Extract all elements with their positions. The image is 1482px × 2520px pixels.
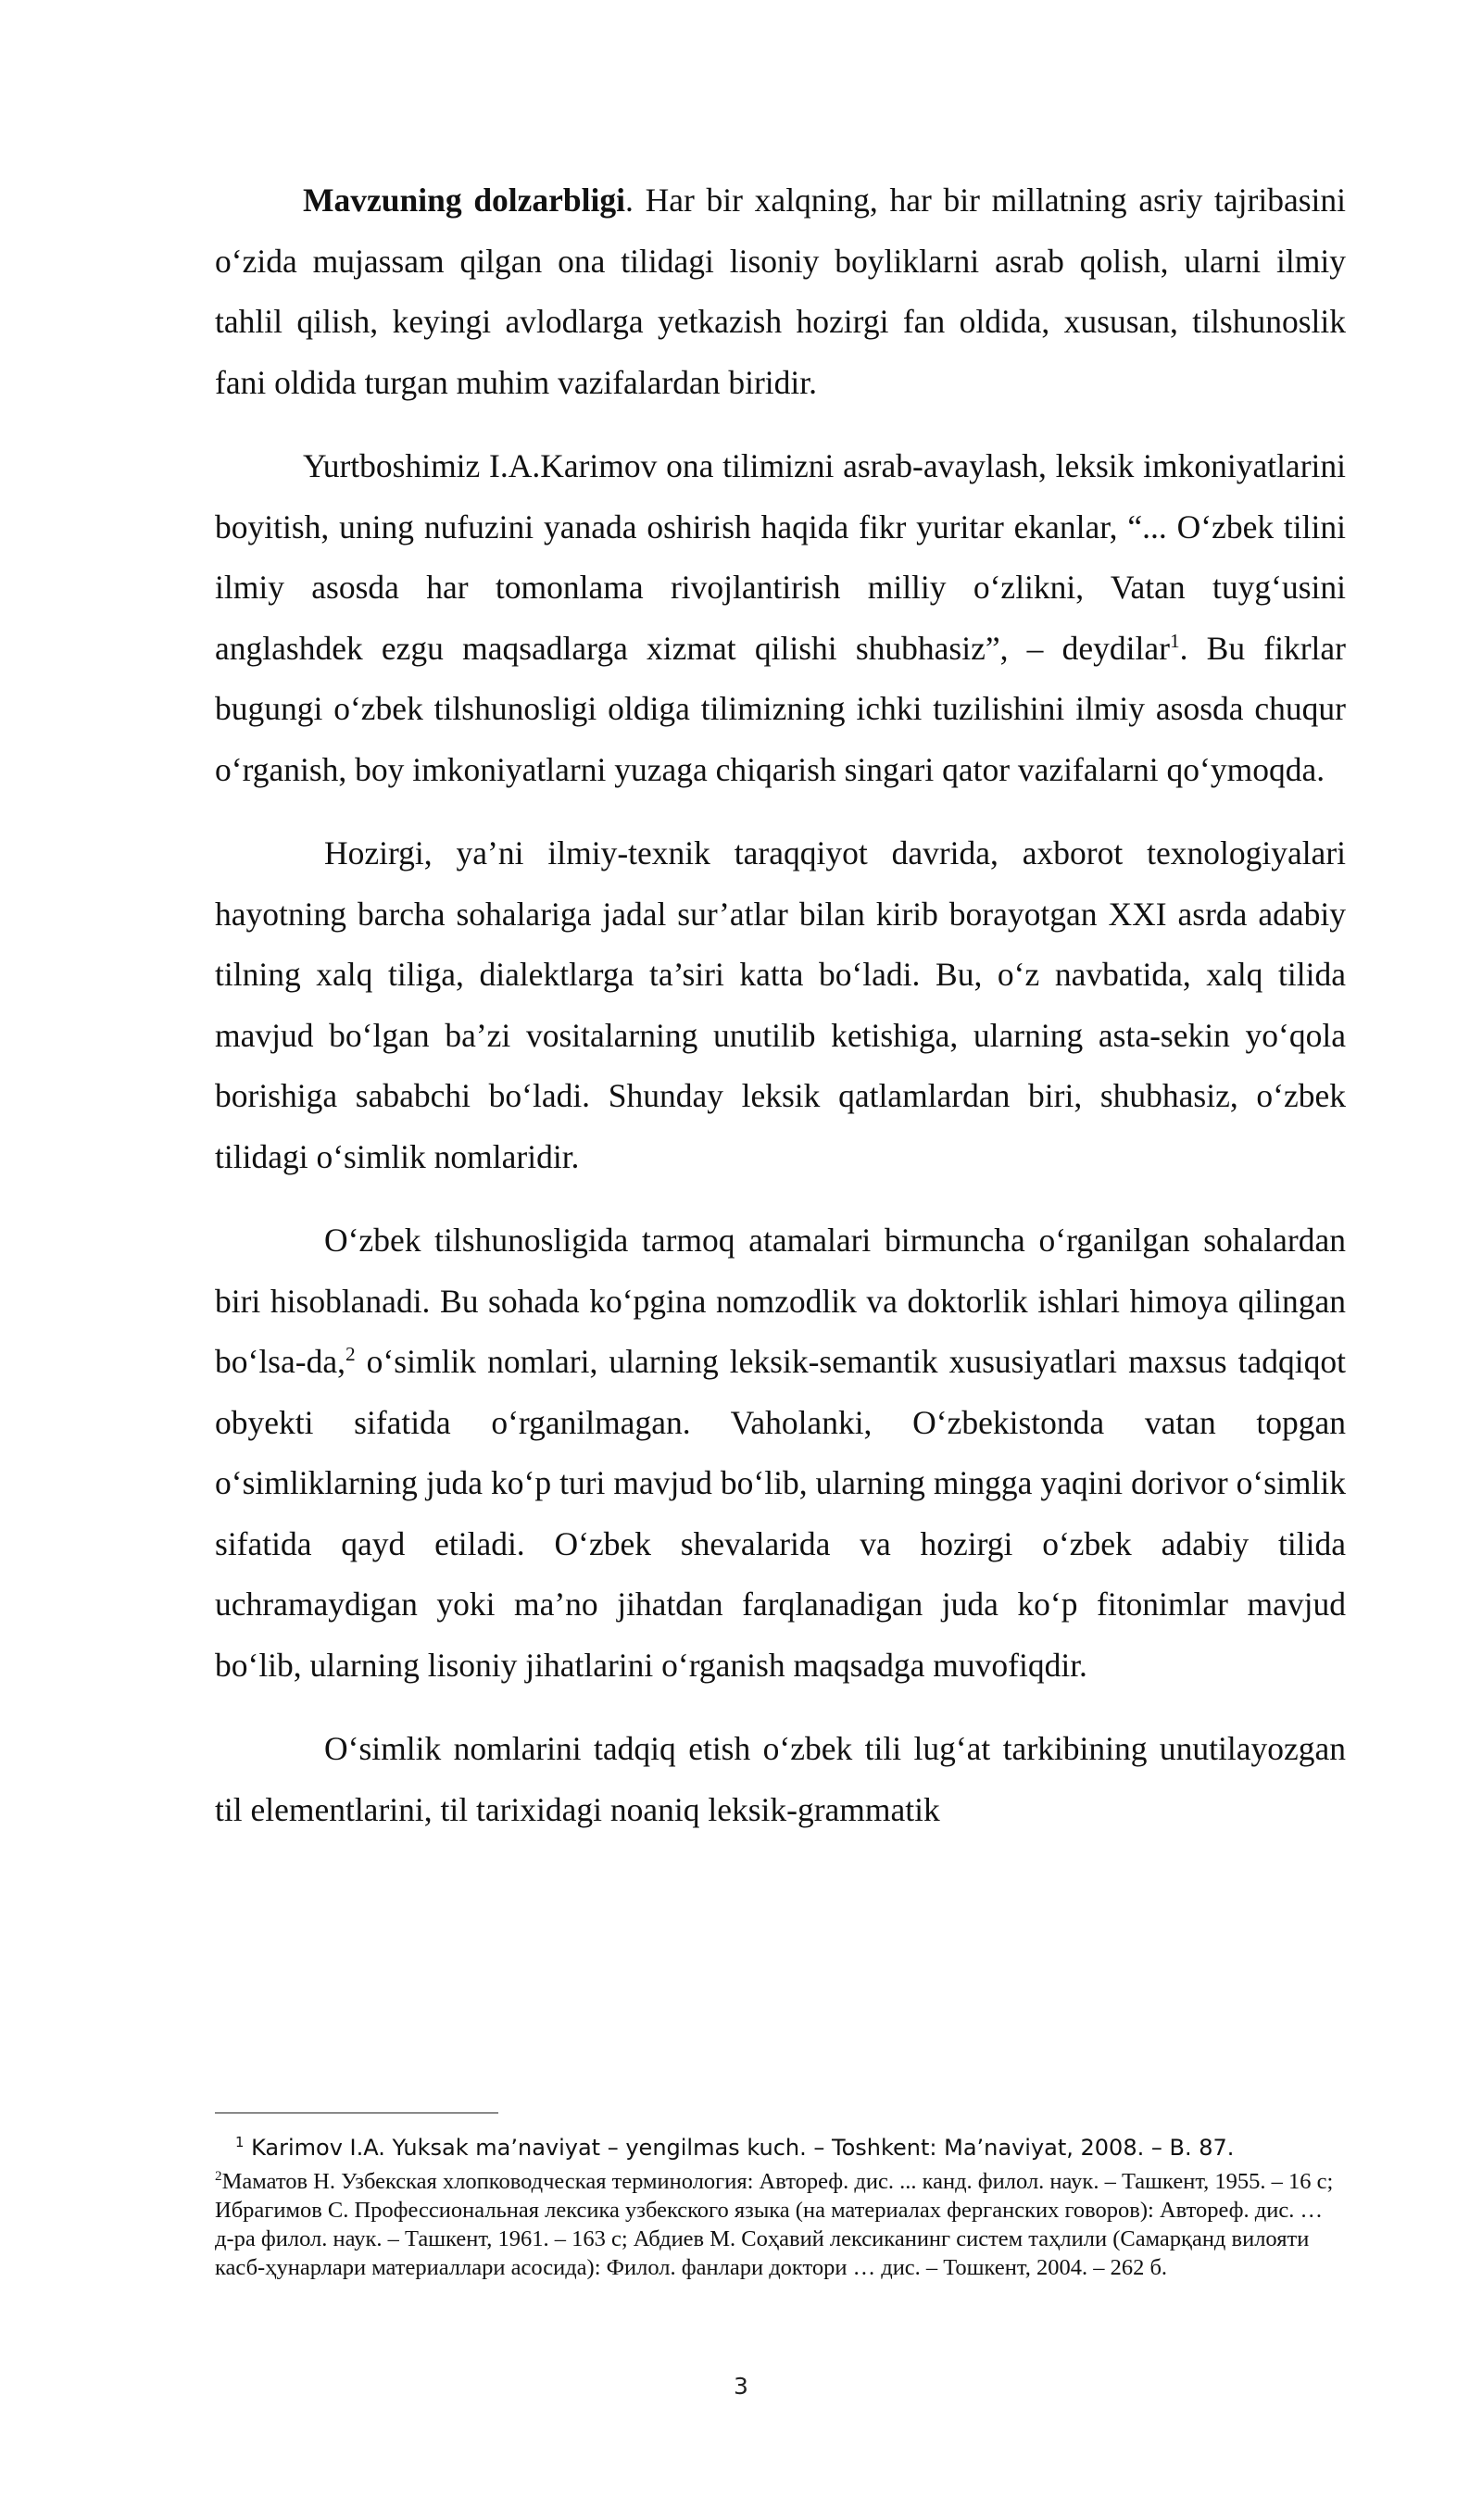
- footnotes: [215, 2130, 1346, 2282]
- footnote-number: 1: [235, 2134, 245, 2150]
- section-heading: Mavzuning dolzarbligi: [303, 182, 626, 219]
- paragraph-text: Yurtboshimiz I.A.Karimov ona tilimizni asrab-avaylash, leksik imkoniyatlarini boyitish, uning nufuzini yanada oshirish haqida fikr yuritar ekanlar, “... O‘zbek tilini ilmiy asosda har tomonlama rivojlantirish milliy o‘zlikni, Vatan tuyg‘usini anglashdek ezgu maqsadlarga xizmat qilishi shubhasiz”, – deydilar: [215, 447, 1346, 667]
- footnote-text: Маматов Н. Узбекская хлопководческая терминология: Автореф. дис. ... канд. филол. наук. – Ташкент, 1955. – 16 с; Ибрагимов С. Профессиональная лексика узбекского языка (на материалах ферганских говоров): Автореф. дис. … д-ра филол. наук. – Ташкент, 1961. – 163 с; Абдиев М. Соҳавий лексиканинг систем таҳлили (Самарқанд вилояти касб-ҳунарлари материаллари асосида): Филол. фанлари доктори … дис. – Тошкент, 2004. – 262 б.: [215, 2169, 1334, 2280]
- paragraph-plant-names: [215, 1719, 1346, 1840]
- paragraph-karimov-quote: [215, 436, 1346, 800]
- paragraph-terminology: [215, 1210, 1346, 1696]
- footnote-ref-1[interactable]: 1: [1169, 629, 1180, 652]
- page-number: 3: [734, 2373, 748, 2400]
- footnote-2: [215, 2167, 1346, 2282]
- paragraph-text: O‘simlik nomlarini tadqiq etish o‘zbek tili lug‘at tarkibining unutilayozgan til elementlarini, til tarixidagi noaniq leksik-grammatik: [215, 1730, 1346, 1828]
- footnote-1: [215, 2130, 1346, 2165]
- paragraph-text: . Bu fikrlar bugungi o‘zbek tilshunosligi oldiga tilimizning ichki tuzilishini ilmiy asosda chuqur o‘rganish, boy imkoniyatlarni yuzaga chiqarish singari qator vazifalarni qo‘ymoqda.: [215, 629, 1346, 788]
- paragraph-technology-era: [215, 823, 1346, 1187]
- paragraph-text: . Har bir xalqning, har bir millatning asriy tajribasini o‘zida mujassam qilgan ona tilidagi lisoniy boyliklarni asrab qolish, ularni ilmiy tahlil qilish, keyingi avlodlarga yetkazish hozirgi fan oldida, xususan, tilshunoslik fani oldida turgan muhim vazifalardan biridir.: [215, 182, 1347, 401]
- paragraph-relevance: [215, 170, 1346, 413]
- paragraph-text: Hozirgi, ya’ni ilmiy-texnik taraqqiyot davrida, axborot texnologiyalari hayotning barcha sohalariga jadal sur’atlar bilan kirib borayotgan XXI asrda adabiy tilning xalq tiliga, dialektlarga ta’siri katta bo‘ladi. Bu, o‘z navbatida, xalq tilida mavjud bo‘lgan ba’zi vositalarning unutilib ketishiga, ularning asta-sekin yo‘qola borishiga sababchi bo‘ladi. Shunday leksik qatlamlardan biri, shubhasiz, o‘zbek tilidagi o‘simlik nomlaridir.: [215, 834, 1346, 1175]
- paragraph-text: o‘simlik nomlari, ularning leksik-semantik xususiyatlari maxsus tadqiqot obyekti sifatida o‘rganilmagan. Vaholanki, O‘zbekistonda vatan topgan o‘simliklarning juda ko‘p turi mavjud bo‘lib, ularning mingga yaqini dorivor o‘simlik sifatida qayd etiladi. O‘zbek shevalarida va hozirgi o‘zbek adabiy tilida uchramaydigan yoki ma’no jihatdan farqlanadigan juda ko‘p fitonimlar mavjud bo‘lib, ularning lisoniy jihatlarini o‘rganish maqsadga muvofiqdir.: [215, 1343, 1346, 1684]
- footnote-text: Karimov I.A. Yuksak ma’naviyat – yengilmas kuch. – Toshkent: Ma’naviyat, 2008. – B. 87.: [244, 2135, 1235, 2161]
- footnote-number: 2: [215, 2167, 222, 2184]
- body-text: [215, 170, 1346, 1840]
- footnote-ref-2[interactable]: 2: [345, 1343, 356, 1366]
- paragraph-text: O‘zbek tilshunosligida tarmoq atamalari birmuncha o‘rganilgan sohalardan biri hisoblanadi. Bu sohada ko‘pgina nomzodlik va doktorlik ishlari himoya qilingan bo‘lsa-da,: [215, 1222, 1346, 1380]
